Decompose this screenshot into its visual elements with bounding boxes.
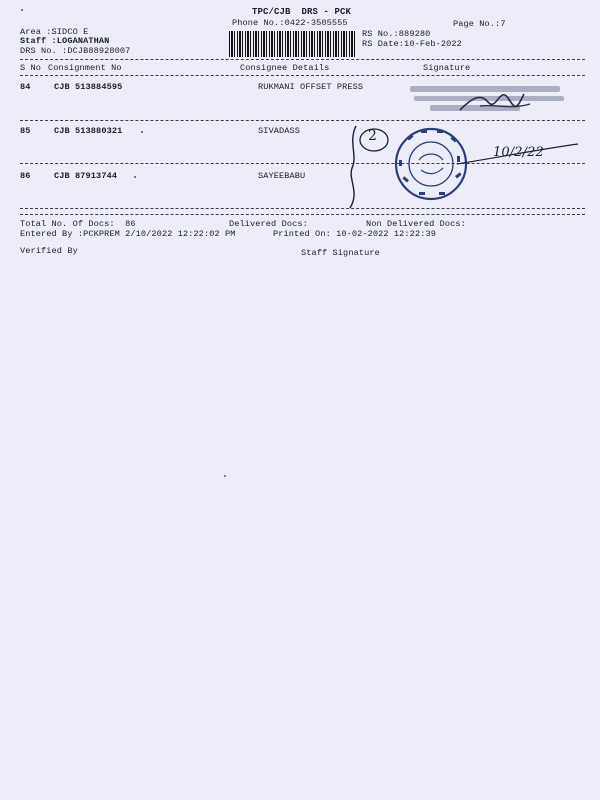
row-sno: 86 (20, 171, 31, 181)
non-delivered-docs: Non Delivered Docs: (366, 219, 466, 229)
scan-speck (21, 9, 23, 11)
row-consignee: SAYEEBABU (258, 171, 306, 181)
header-rule-bottom (20, 75, 585, 76)
table-end-rule (20, 214, 585, 215)
row-consignee: SIVADASS (258, 126, 301, 136)
phone-number: Phone No.:0422-3505555 (232, 18, 348, 28)
column-header-consignee: Consignee Details (240, 63, 330, 73)
document-title: TPC/CJB DRS - PCK (252, 7, 352, 17)
staff-signature: Staff Signature (301, 248, 380, 258)
row-consignee: RUKMANI OFFSET PRESS (258, 82, 364, 92)
rs-number: RS No.:889280 (362, 29, 431, 39)
row-consignment: CJB 513884595 (54, 82, 123, 92)
verified-by: Verified By (20, 246, 78, 256)
row-rule (20, 208, 585, 209)
column-header-consignment: Consignment No (48, 63, 122, 73)
scan-speck (141, 131, 143, 133)
row-consignment: CJB 513880321 (54, 126, 123, 136)
scan-speck (134, 176, 136, 178)
circled-number: 2 (368, 128, 378, 144)
company-stamp (400, 80, 590, 120)
entered-by: Entered By :PCKPREM 2/10/2022 12:22:02 PM (20, 229, 236, 239)
row-sno: 85 (20, 126, 31, 136)
printed-on: Printed On: 10-02-2022 12:22:39 (273, 229, 436, 239)
row-rule (20, 120, 585, 121)
page-number: Page No.:7 (453, 19, 506, 29)
row-sno: 84 (20, 82, 31, 92)
handwritten-mark (342, 122, 392, 212)
staff-field: Staff :LOGANATHAN (20, 36, 110, 46)
handwritten-date: 10/2/22 (493, 145, 544, 160)
rs-date: RS Date:10-Feb-2022 (362, 39, 462, 49)
column-header-sno: S No (20, 63, 42, 73)
drs-number: DRS No. :DCJB88928007 (20, 46, 131, 56)
column-header-signature: Signature (423, 63, 471, 73)
row-consignment: CJB 87913744 (54, 171, 118, 181)
area-field: Area :SIDCO E (20, 27, 89, 37)
barcode (229, 31, 357, 57)
delivered-docs: Delivered Docs: (229, 219, 308, 229)
total-docs: Total No. Of Docs: 86 (20, 219, 136, 229)
scan-speck (224, 475, 226, 477)
header-rule-top (20, 59, 585, 60)
